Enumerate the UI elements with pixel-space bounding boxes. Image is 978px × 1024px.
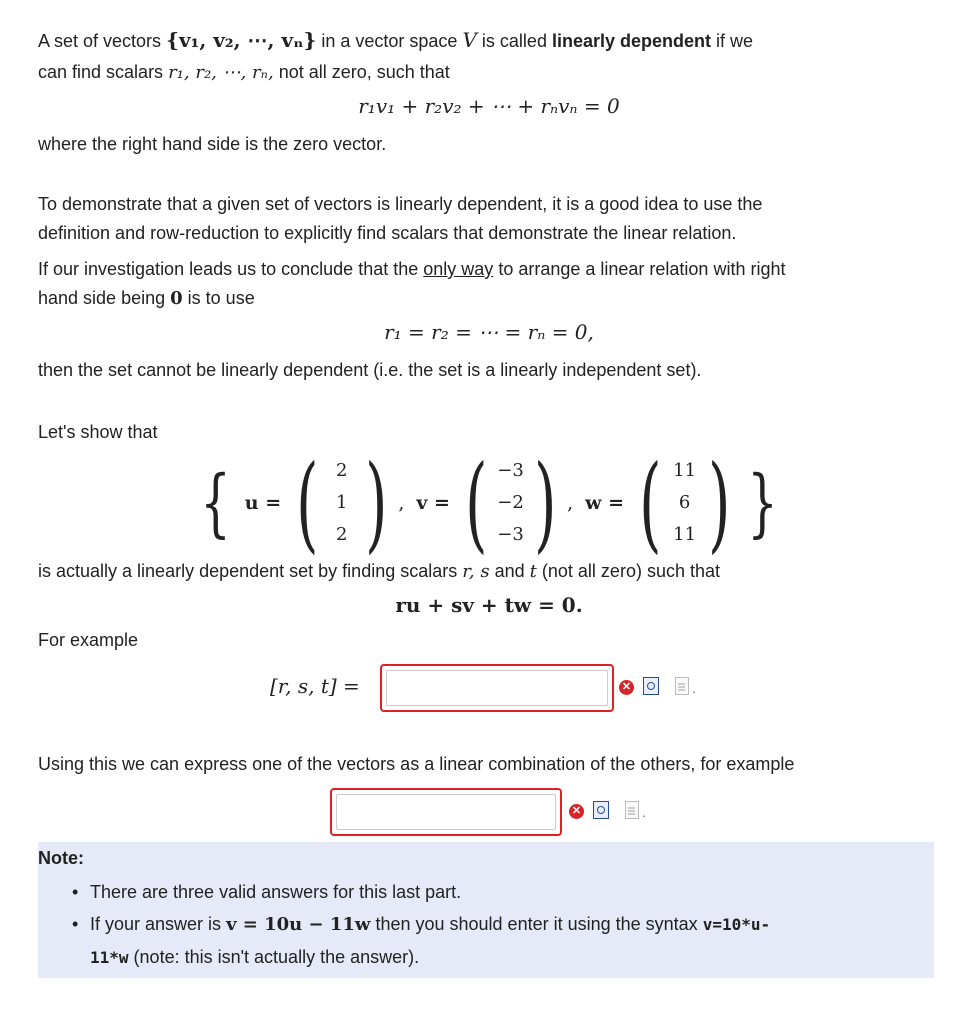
- document-icon[interactable]: [675, 677, 689, 695]
- right-brace: }: [747, 460, 779, 546]
- scalar-t: t: [529, 561, 537, 582]
- relation-equation: ru + sv + tw = 0.: [395, 593, 583, 617]
- vector-u: ( 2 1 2 ): [296, 442, 388, 564]
- text: to arrange a linear relation with right: [498, 259, 786, 279]
- left-brace: {: [199, 460, 231, 546]
- scalars: r₁, r₂, ⋯, rₙ,: [168, 62, 274, 83]
- text: is called: [481, 31, 547, 51]
- example-equation: v = 10u − 11w: [226, 914, 371, 935]
- note-box: [38, 842, 934, 978]
- scalars-rs: r, s: [462, 561, 490, 582]
- error-icon: ✕: [619, 680, 634, 695]
- text: A set of vectors: [38, 31, 162, 51]
- only-way-emphasis: only way: [423, 259, 494, 279]
- paragraph-2-line-5: then the set cannot be linearly dependent (i.e. the set is a linearly independent set).: [38, 360, 702, 380]
- text: If our investigation leads us to conclude that the: [38, 259, 419, 279]
- rst-answer-input[interactable]: [386, 670, 608, 706]
- page: A set of vectors {v₁, v₂, ⋯, vₙ} in a vector space V is called linearly dependent if we can find scalars r₁, r₂, ⋯, rₙ, not all zero, such that r₁v₁ + r₂v₂ + ⋯ + rₙvₙ = 0 where the right hand side is the zero vector. To demonstrate that a given set of vectors is linearly dependent, it is a good idea to use the definition and row-reduction to explicitly find scalars that demonstrate the linear relation. If our investigation leads us to conclude that the only way to arrange a linear relation with right hand side being 0 is to use r₁ = r₂ = ⋯ = rₙ = 0, then the set cannot be linearly dependent (i.e. the set is a linearly independent set). Let's show that { u = ( 2 1 2 ) , v = ( −3 −2 −3 ) , w = ( 11 6 11 ) } is actually a linearly dependent set by finding scalars r, s and t (not all zero) such that ru + sv + tw = 0. For example [r, s, t] = ✕ . Using this we can express one of the vectors as a linear combination of the others, for example ✕ . Note: • There are three valid answers for this last part. • If your answer is v = 10u − 11w then you should enter it using the syntax v=10*u- 11*w (note: this isn't actually the answer).: [0, 0, 978, 1024]
- definition-line-2: [38, 58, 938, 87]
- dependence-equation: r₁v₁ + r₂v₂ + ⋯ + rₙvₙ = 0: [358, 94, 620, 118]
- text: is to use: [187, 288, 255, 308]
- preview-icon[interactable]: [643, 677, 659, 695]
- for-example-label: For example: [38, 630, 139, 650]
- vector-set-display: { u = ( 2 1 2 ) , v = ( −3 −2 −3 ) , w = ( 11 6 11 ) }: [199, 442, 779, 564]
- vector-w-entry: 11: [673, 460, 697, 481]
- w-label: w =: [585, 492, 625, 514]
- vector-v: ( −3 −2 −3 ): [465, 442, 556, 564]
- linear-combination-text: Using this we can express one of the vectors as a linear combination of the others, for example: [38, 754, 795, 774]
- text: not all zero, such that: [278, 62, 450, 82]
- paragraph-2-line-3: [38, 255, 938, 283]
- syntax-code: v=10*u-: [702, 915, 771, 934]
- note-item-1: • There are three valid answers for this last part.: [90, 876, 920, 908]
- text: hand side being: [38, 288, 166, 308]
- error-icon: ✕: [569, 804, 584, 819]
- text: in a vector space: [321, 31, 458, 51]
- combination-answer-input[interactable]: [336, 794, 556, 830]
- vector-u-entry: 2: [336, 524, 348, 545]
- vector-u-entry: 2: [336, 460, 348, 481]
- vector-w-entry: 6: [678, 492, 691, 513]
- answer-box-2: [330, 788, 562, 836]
- u-label: u =: [244, 492, 282, 514]
- term-linearly-dependent: linearly dependent: [551, 31, 712, 51]
- dependent-claim-line: [38, 557, 938, 586]
- lets-show-text: Let's show that: [38, 422, 158, 442]
- rst-label: [r, s, t] =: [270, 674, 360, 698]
- text: (not all zero) such that: [541, 561, 720, 581]
- definition-line-3: where the right hand side is the zero vector.: [38, 134, 387, 154]
- text: is actually a linearly dependent set by finding scalars: [38, 561, 458, 581]
- vector-w-entry: 11: [673, 524, 697, 545]
- note-list: [90, 876, 920, 974]
- space-symbol: V: [462, 28, 477, 52]
- preview-icon[interactable]: [593, 801, 609, 819]
- text: can find scalars: [38, 62, 164, 82]
- vector-set: {v₁, v₂, ⋯, vₙ}: [166, 28, 317, 52]
- note-item-2: • If your answer is v = 10u − 11w then you should enter it using the syntax v=10*u- 11*w (note: this isn't actually the answer).: [90, 908, 920, 974]
- paragraph-2-line-4: [38, 284, 938, 313]
- vector-v-entry: −2: [497, 492, 524, 513]
- paragraph-2-line-1: To demonstrate that a given set of vectors is linearly dependent, it is a good idea to use the: [38, 194, 763, 214]
- trivial-equation: r₁ = r₂ = ⋯ = rₙ = 0,: [384, 320, 594, 344]
- text: if we: [716, 31, 754, 51]
- definition-line-1: [38, 26, 938, 55]
- vector-u-entry: 1: [336, 492, 348, 513]
- syntax-code: 11*w: [90, 948, 129, 967]
- zero-vector: 0: [170, 288, 183, 309]
- paragraph-2-line-2: definition and row-reduction to explicitly find scalars that demonstrate the linear relation.: [38, 223, 737, 243]
- document-icon[interactable]: [625, 801, 639, 819]
- note-title: Note:: [38, 848, 84, 868]
- answer-box-1: [380, 664, 614, 712]
- vector-v-entry: −3: [497, 524, 524, 545]
- text: and: [494, 561, 525, 581]
- v-label: v =: [416, 492, 450, 514]
- vector-w: ( 11 6 11 ): [639, 442, 731, 564]
- vector-v-entry: −3: [497, 460, 524, 481]
